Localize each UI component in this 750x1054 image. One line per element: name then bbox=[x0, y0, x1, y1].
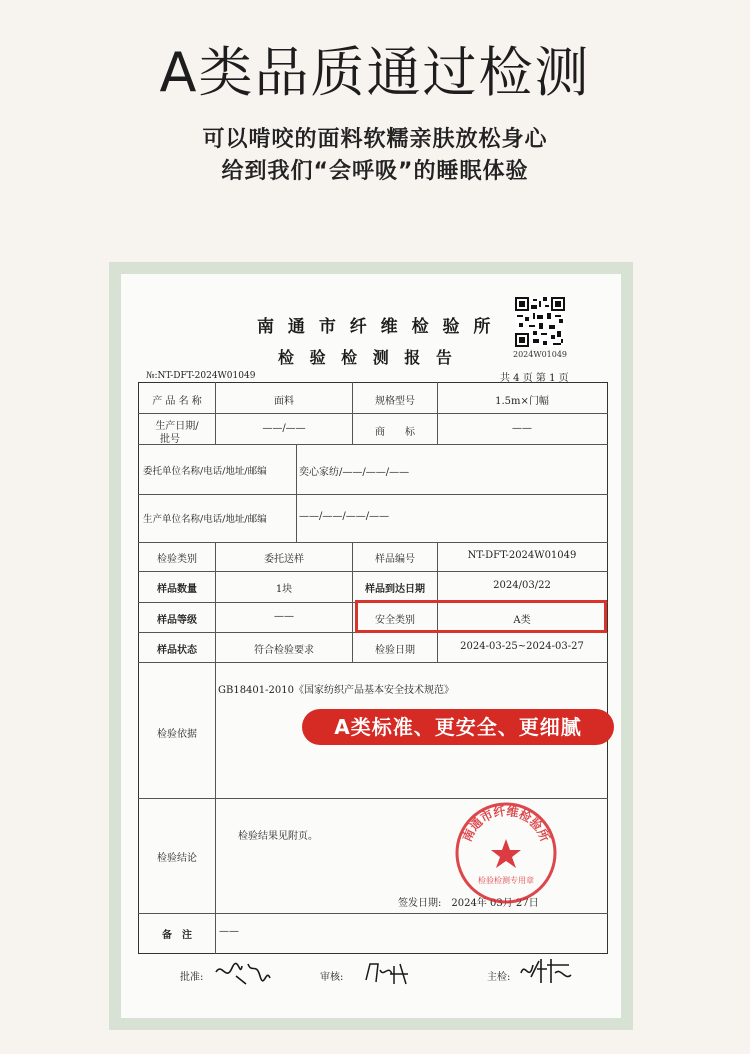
safety-category-label: 安全类别 bbox=[375, 615, 415, 626]
sample-no-value: NT-DFT-2024W01049 bbox=[467, 550, 577, 561]
page-headline: A类品质通过检测 bbox=[159, 41, 591, 104]
row-divider bbox=[138, 444, 608, 445]
arrival-label: 样品到达日期 bbox=[365, 584, 425, 595]
producer-label: 生产单位名称/电话/地址/邮编 bbox=[143, 514, 267, 525]
remarks-value: —— bbox=[219, 926, 239, 937]
chief-signature bbox=[517, 953, 573, 989]
row-divider bbox=[138, 913, 608, 914]
state-label: 样品状态 bbox=[157, 645, 197, 656]
client-label: 委托单位名称/电话/地址/邮编 bbox=[143, 466, 267, 477]
official-seal bbox=[454, 801, 558, 905]
test-type-label: 检验类别 bbox=[157, 554, 197, 565]
row-divider bbox=[138, 494, 608, 495]
approve-label: 批准: bbox=[180, 972, 204, 983]
chief-label: 主检: bbox=[487, 972, 511, 983]
subtitle-line-1: 可以啃咬的面料软糯亲肤放松身心 bbox=[202, 127, 548, 152]
report-number: №:NT-DFT-2024W01049 bbox=[146, 371, 256, 381]
conclusion-label: 检验结论 bbox=[157, 853, 197, 864]
brand-value: —— bbox=[512, 423, 532, 434]
qr-code-number: 2024W01049 bbox=[512, 350, 568, 359]
promo-banner: A类标准、更安全、更细腻 bbox=[302, 709, 614, 745]
date-value: ——/—— bbox=[262, 423, 306, 434]
spec-value: 1.5m×门幅 bbox=[495, 396, 549, 407]
remarks-label: 备 注 bbox=[162, 930, 192, 941]
safety-category-value: A类 bbox=[513, 615, 531, 626]
row-divider bbox=[138, 571, 608, 572]
basis-label: 检验依据 bbox=[157, 729, 197, 740]
state-value: 符合检验要求 bbox=[254, 645, 314, 656]
svg-text:南通市纤维检验所 bbox=[459, 803, 553, 844]
product-name-label: 产 品 名 称 bbox=[152, 396, 202, 407]
safety-highlight-box bbox=[355, 600, 607, 633]
approver-signature bbox=[212, 958, 272, 990]
arrival-value: 2024/03/22 bbox=[493, 580, 551, 591]
col-divider bbox=[215, 542, 216, 954]
row-divider bbox=[138, 798, 608, 799]
page-info: 共 4 页 第 1 页 bbox=[500, 373, 569, 384]
grade-label: 样品等级 bbox=[157, 615, 197, 626]
qr-code-icon bbox=[515, 297, 565, 347]
qty-value: 1块 bbox=[275, 584, 293, 595]
date-label-2: 批号 bbox=[160, 434, 180, 445]
reviewer-signature bbox=[362, 958, 412, 988]
basis-value: GB18401-2010《国家纺织产品基本安全技术规范》 bbox=[218, 685, 454, 696]
grade-value: —— bbox=[274, 611, 294, 622]
test-date-label: 检验日期 bbox=[375, 645, 415, 656]
row-divider bbox=[138, 662, 608, 663]
sample-no-label: 样品编号 bbox=[375, 554, 415, 565]
report-title: 检 验 检 测 报 告 bbox=[278, 348, 457, 367]
test-type-value: 委托送样 bbox=[264, 554, 304, 565]
producer-value: ——/——/——/—— bbox=[299, 511, 390, 522]
client-value: 奕心家纺/——/——/—— bbox=[299, 467, 410, 478]
qty-label: 样品数量 bbox=[157, 584, 197, 595]
col-divider bbox=[296, 444, 297, 542]
subtitle-line-2: 给到我们“会呼吸”的睡眠体验 bbox=[221, 159, 529, 184]
row-divider bbox=[138, 542, 608, 543]
seal-text: 南通市纤维检验所 bbox=[459, 804, 553, 844]
product-name-value: 面料 bbox=[274, 396, 294, 407]
conclusion-value: 检验结果见附页。 bbox=[238, 831, 318, 842]
review-label: 审核: bbox=[320, 972, 344, 983]
seal-subtext: 检验检测专用章 bbox=[478, 876, 534, 885]
test-date-value: 2024-03-25~2024-03-27 bbox=[460, 641, 584, 652]
brand-label: 商 标 bbox=[375, 427, 415, 438]
row-divider bbox=[138, 413, 608, 414]
institution-name: 南 通 市 纤 维 检 验 所 bbox=[257, 317, 495, 337]
sign-date: 签发日期: 2024年 03月 27日 bbox=[398, 898, 539, 909]
spec-label: 规格型号 bbox=[375, 396, 415, 407]
date-label-1: 生产日期/ bbox=[155, 421, 199, 432]
